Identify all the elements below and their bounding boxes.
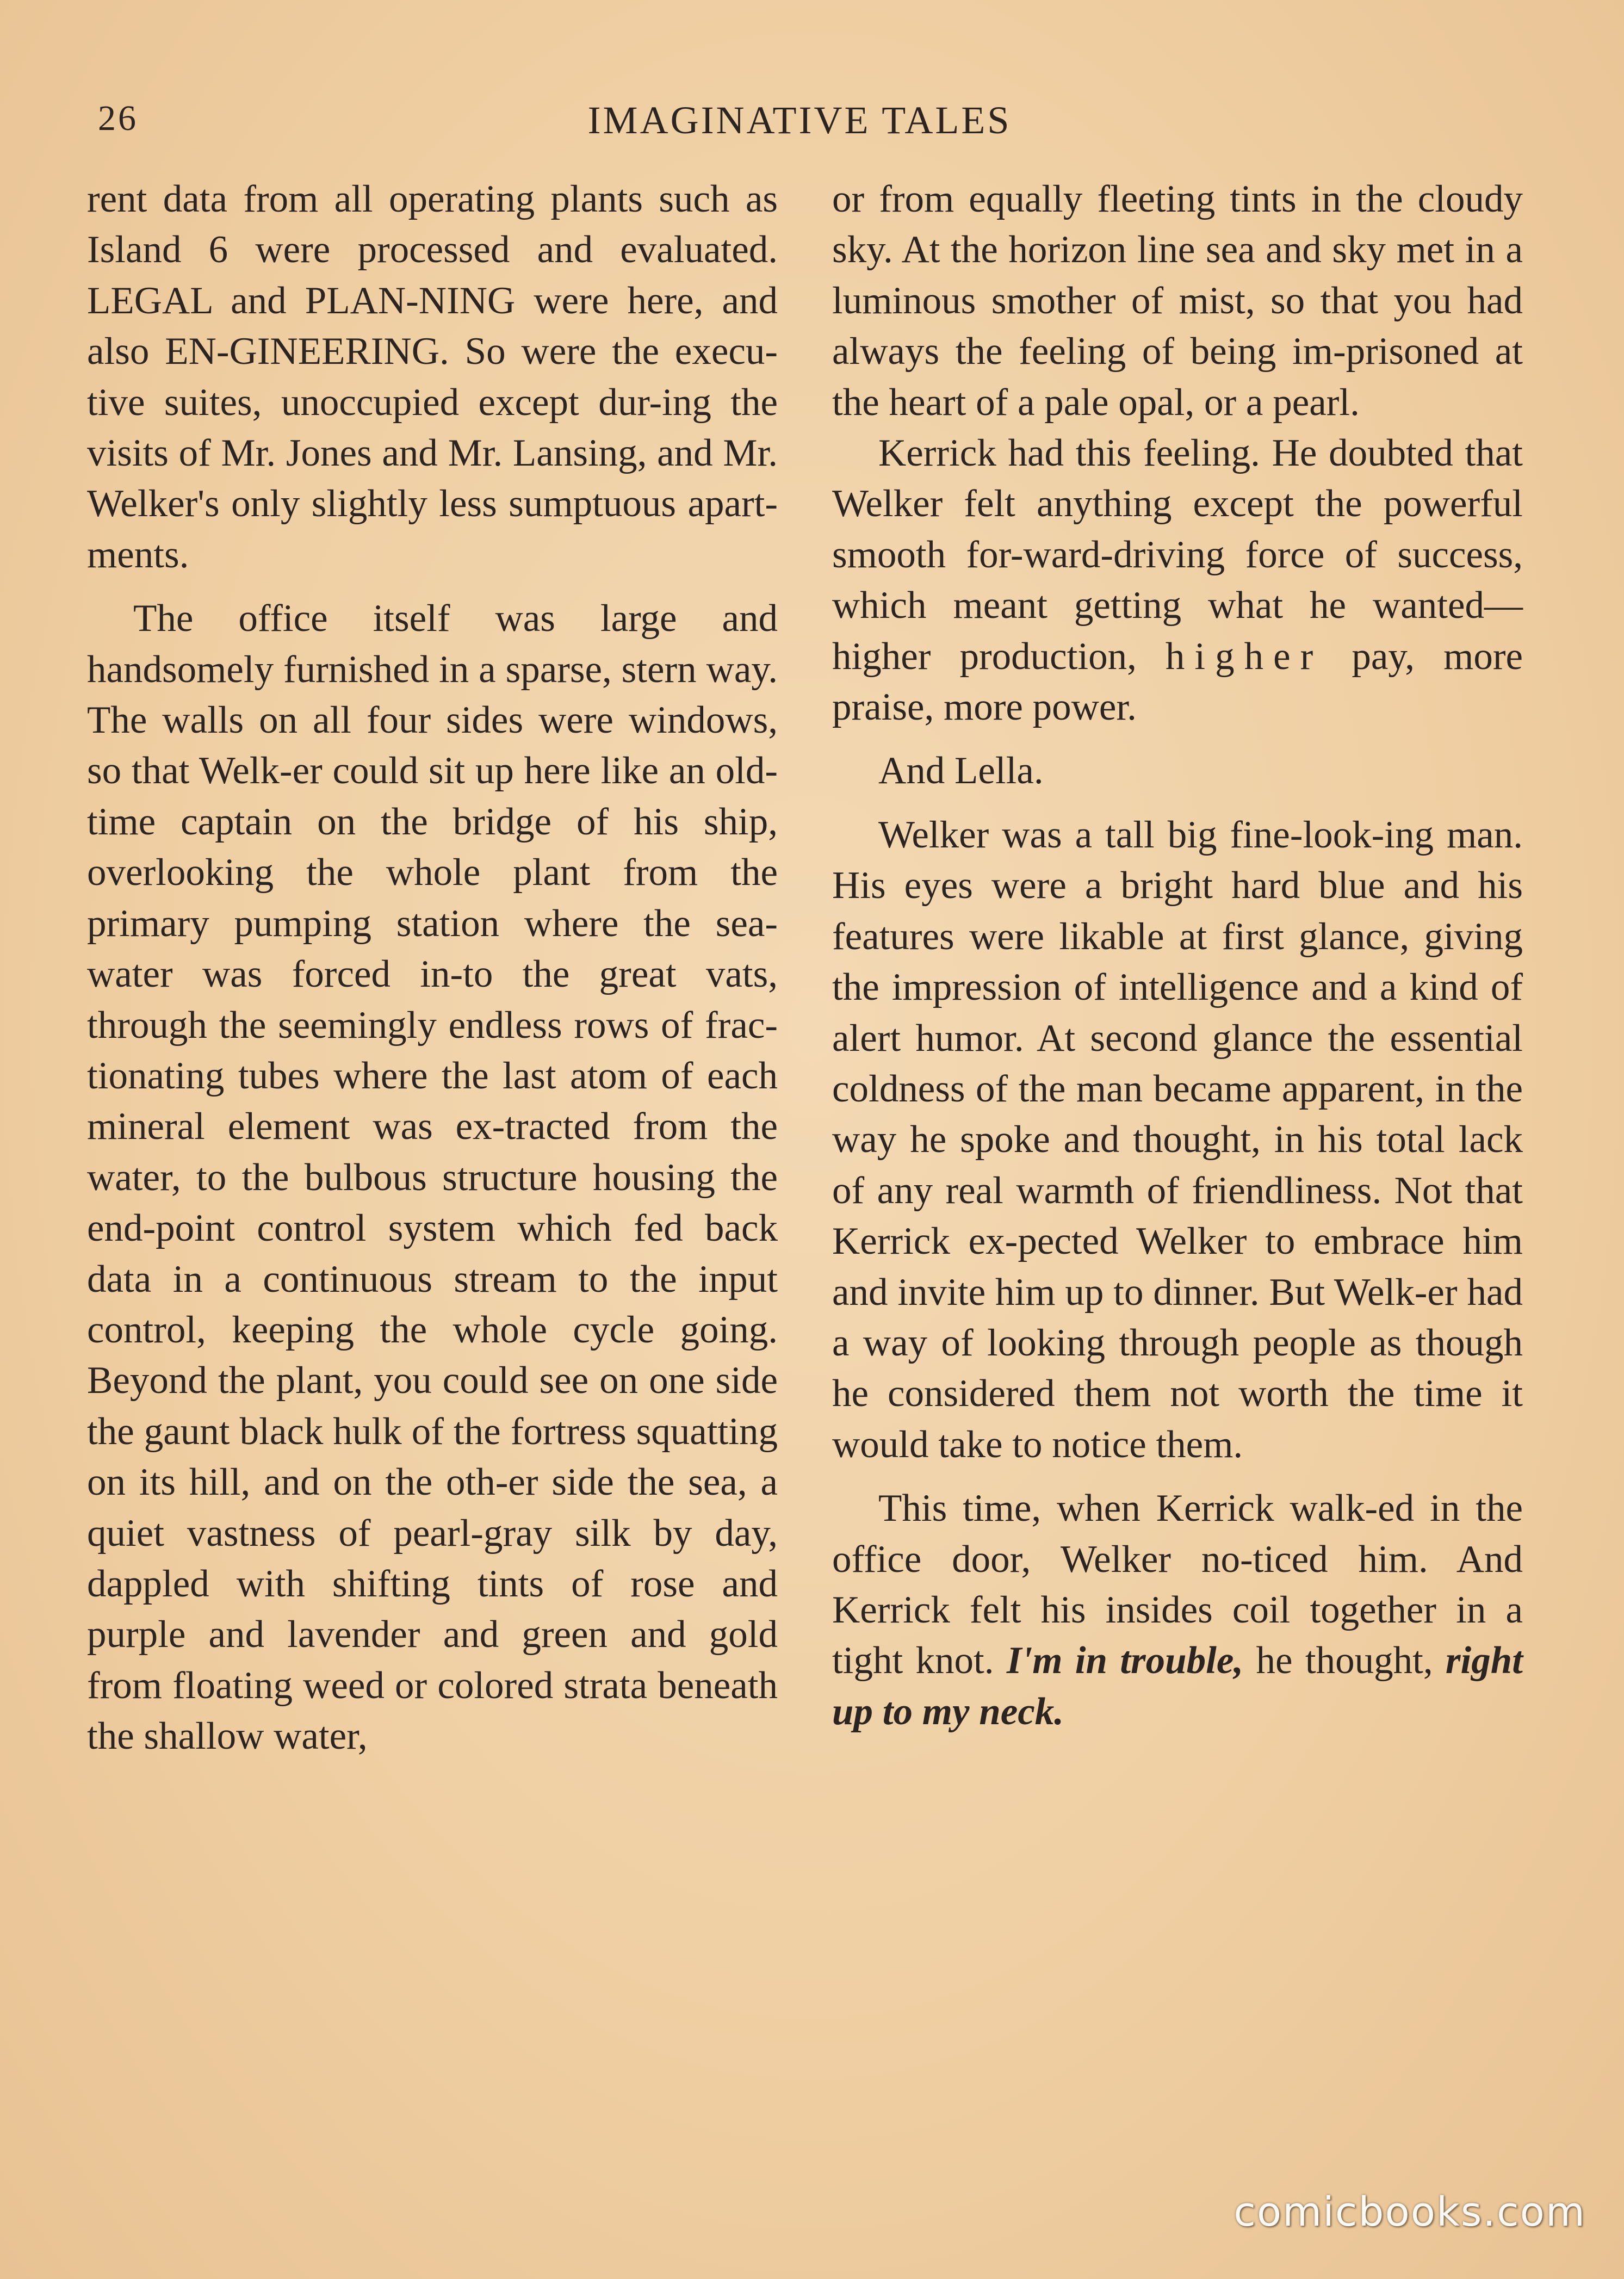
italic-text: right up to my neck. (832, 1639, 1523, 1733)
paragraph-text: This time, when Kerrick walk-ed in the office door, Welker no-ticed him. And Kerrick felt his insides coil together in a tight knot. (832, 1487, 1523, 1682)
page-number: 26 (98, 98, 138, 138)
italic-text: I'm in trouble, (1006, 1639, 1244, 1682)
running-title: IMAGINATIVE TALES (587, 98, 1012, 142)
spaced-word: higher (1165, 635, 1323, 678)
paragraph-text: higher production, (832, 635, 1137, 678)
paragraph (832, 1483, 1523, 1737)
paragraph: or from equally fleeting tints in the cloudy sky. At the horizon line sea and sky met in a luminous smother of mist, so that you had always the feeling of being im-prisoned at the heart of a pale opal, or a pearl. (832, 178, 1523, 424)
paragraph: Welker was a tall big fine-look-ing man. His eyes were a bright hard blue and his features were likable at first glance, giving the impression of intelligence and a kind of alert humor. At second glance the essential coldness of the man became apparent, in the way he spoke and thought, in his total lack of any real warmth of friendliness. Not that Kerrick ex-pected Welker to embrace him and invite him up to dinner. But Welk-er had a way of looking through people as though he considered them not worth the time it would take to notice them. (832, 813, 1523, 1466)
watermark: comicbooks.com (1234, 2189, 1586, 2235)
paragraph-text: he thought, (1256, 1639, 1433, 1682)
page-header (82, 92, 1517, 152)
paragraph-text: pay, more praise, more power. (832, 635, 1523, 729)
paragraph-text: Kerrick had this feeling. He doubted that Welker felt anything except the powerful smooth for-ward-driving force of success, which meant getting what he wanted— (832, 432, 1523, 627)
paragraph (832, 428, 1523, 733)
paragraph: The office itself was large and handsomely furnished in a sparse, stern way. The walls on all four sides were windows, so that Welk-er could sit up here like an old-time captain on the bridge of his ship, overlooking the whole plant from the primary pumping station where the sea-water was forced in-to the great vats, through the seemingly endless rows of frac-tionating tubes where the last atom of each mineral element was ex-tracted from the water, to the bulbous structure housing the end-point control system which fed back data in a continuous stream to the input control, keeping the whole cycle going. Beyond the plant, you could see on one side the gaunt black hulk of the fortress squatting on its hill, and on the oth-er side the sea, a quiet vastness of pearl-gray silk by day, dappled with shifting tints of rose and purple and lavender and green and gold from floating weed or colored strata beneath the shallow water, (87, 597, 778, 1758)
right-column (832, 174, 1523, 1737)
left-column (87, 174, 778, 1762)
paragraph: And Lella. (878, 750, 1044, 792)
paragraph: rent data from all operating plants such as Island 6 were processed and evaluated. LEGAL and PLAN-NING were here, and also EN-GINEERING. So were the execu-tive suites, unoccupied except dur-ing the visits of Mr. Jones and Mr. Lansing, and Mr. Welker's only slightly less sumptuous apart-ments. (87, 178, 778, 576)
